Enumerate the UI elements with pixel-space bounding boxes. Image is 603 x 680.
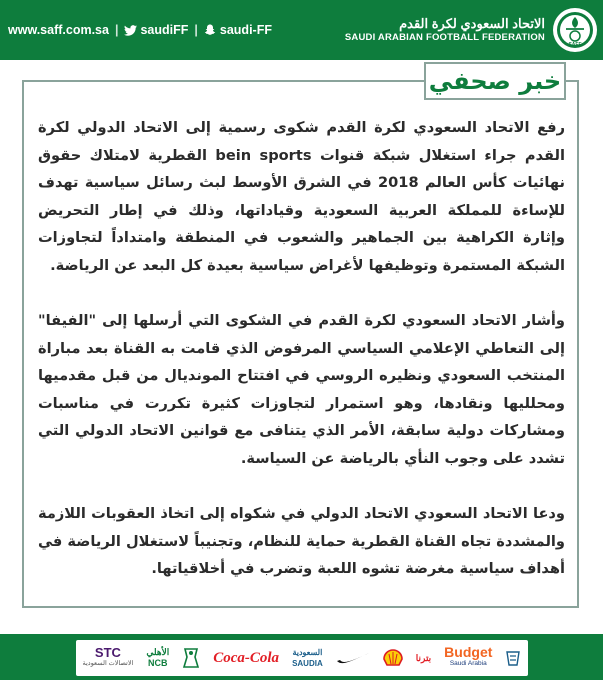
federation-name-en: SAUDI ARABIAN FOOTBALL FEDERATION bbox=[344, 32, 545, 43]
sponsor-ahli bbox=[146, 647, 169, 669]
twitter-handle: saudiFF bbox=[140, 23, 189, 37]
divider: | bbox=[114, 23, 119, 37]
sponsor-kingdom-icon bbox=[182, 647, 200, 669]
budget-logo: Budget bbox=[444, 644, 493, 660]
article-title: خبر صحفي bbox=[424, 62, 566, 100]
divider: | bbox=[194, 23, 198, 37]
twitter-link[interactable] bbox=[124, 23, 188, 37]
sponsor-saudia bbox=[292, 647, 323, 669]
sponsor-stc bbox=[83, 647, 134, 669]
nike-swoosh-icon bbox=[336, 651, 370, 665]
sponsor-batna bbox=[416, 653, 431, 664]
coca-cola-logo: Coca-Cola bbox=[213, 649, 280, 666]
sponsor-emblem-icon bbox=[505, 649, 521, 667]
twitter-icon bbox=[124, 24, 137, 37]
saudia-name-en: SAUDIA bbox=[292, 659, 323, 668]
federation-logo bbox=[345, 0, 597, 60]
shell-logo-icon bbox=[383, 649, 403, 667]
header-bar bbox=[0, 0, 603, 60]
federation-name bbox=[345, 16, 545, 44]
ahli-name-en: NCB bbox=[148, 658, 168, 668]
social-links bbox=[8, 0, 272, 60]
federation-name-ar: الاتحاد السعودي لكرة القدم bbox=[399, 16, 545, 31]
paragraph-1: رفع الاتحاد السعودي لكرة القدم شكوى رسمية إلى الاتحاد الدولي لكرة القدم جراء استغلال شبكة قنوات bein sports القطرية لامتلاك حقوق نهائيات كأس العالم 2018 في الشرق الأوسط لبث رسائل سياسية تهدف للإساءة للمملكة العربية السعودية وقياداتها، وذلك في إطار التحريض وإثارة الكراهية بين الجماهير والشعوب في المنطقة وامتداداً لتجاوزات الشبكة المستمرة وتوظيفها لأغراض سياسية بعيدة كل البعد عن الرياضة. bbox=[38, 119, 566, 274]
snapchat-link[interactable] bbox=[204, 23, 272, 37]
website-text: www.saff.com.sa bbox=[8, 23, 109, 37]
stc-logo: STC bbox=[94, 645, 121, 660]
sponsor-strip bbox=[76, 640, 528, 676]
sponsor-coca-cola bbox=[213, 649, 280, 666]
federation-emblem-icon bbox=[553, 8, 597, 52]
website-link[interactable] bbox=[8, 23, 109, 37]
stc-subtitle: الاتصالات السعودية bbox=[82, 660, 134, 667]
budget-subtitle: Saudi Arabia bbox=[449, 660, 487, 667]
batna-logo: بترنا bbox=[415, 652, 432, 663]
saudia-name-ar: السعودية bbox=[292, 648, 323, 657]
ahli-name-ar: الأهلي bbox=[146, 647, 170, 657]
snapchat-handle: saudi-FF bbox=[219, 23, 272, 37]
article-body bbox=[38, 114, 565, 611]
emblem-label: SAFF bbox=[568, 42, 582, 48]
paragraph-3: ودعا الاتحاد السعودي الاتحاد الدولي في شكواه إلى اتخاذ العقوبات اللازمة والمشددة تجاه القناة القطرية حماية للنظام، وتجنيباً لاستغلال الرياضة في أهداف سياسية مغرضة تشوه اللعبة وتضرب في أخلاقياتها. bbox=[38, 505, 565, 577]
snapchat-icon bbox=[204, 24, 217, 37]
sponsor-budget bbox=[444, 644, 493, 669]
paragraph-2: وأشار الاتحاد السعودي لكرة القدم في الشكوى التي أرسلها إلى "الفيفا" إلى التعاطي الإعلامي السياسي المرفوض الذي قامت به القناة بعد مباراة المنتخب السعودي ونظيره الروسي في افتتاح المونديال من قبل مقدميها ومحلليها ونقادها، وهو استمرار لتجاوزات كثيرة تكررت في مناسبات ومشاركات دولية سابقة، الأمر الذي يتنافى مع قوانين الاتحاد الدولي التي تشدد على وجوب النأي بالرياضة عن السياسة. bbox=[38, 312, 565, 467]
